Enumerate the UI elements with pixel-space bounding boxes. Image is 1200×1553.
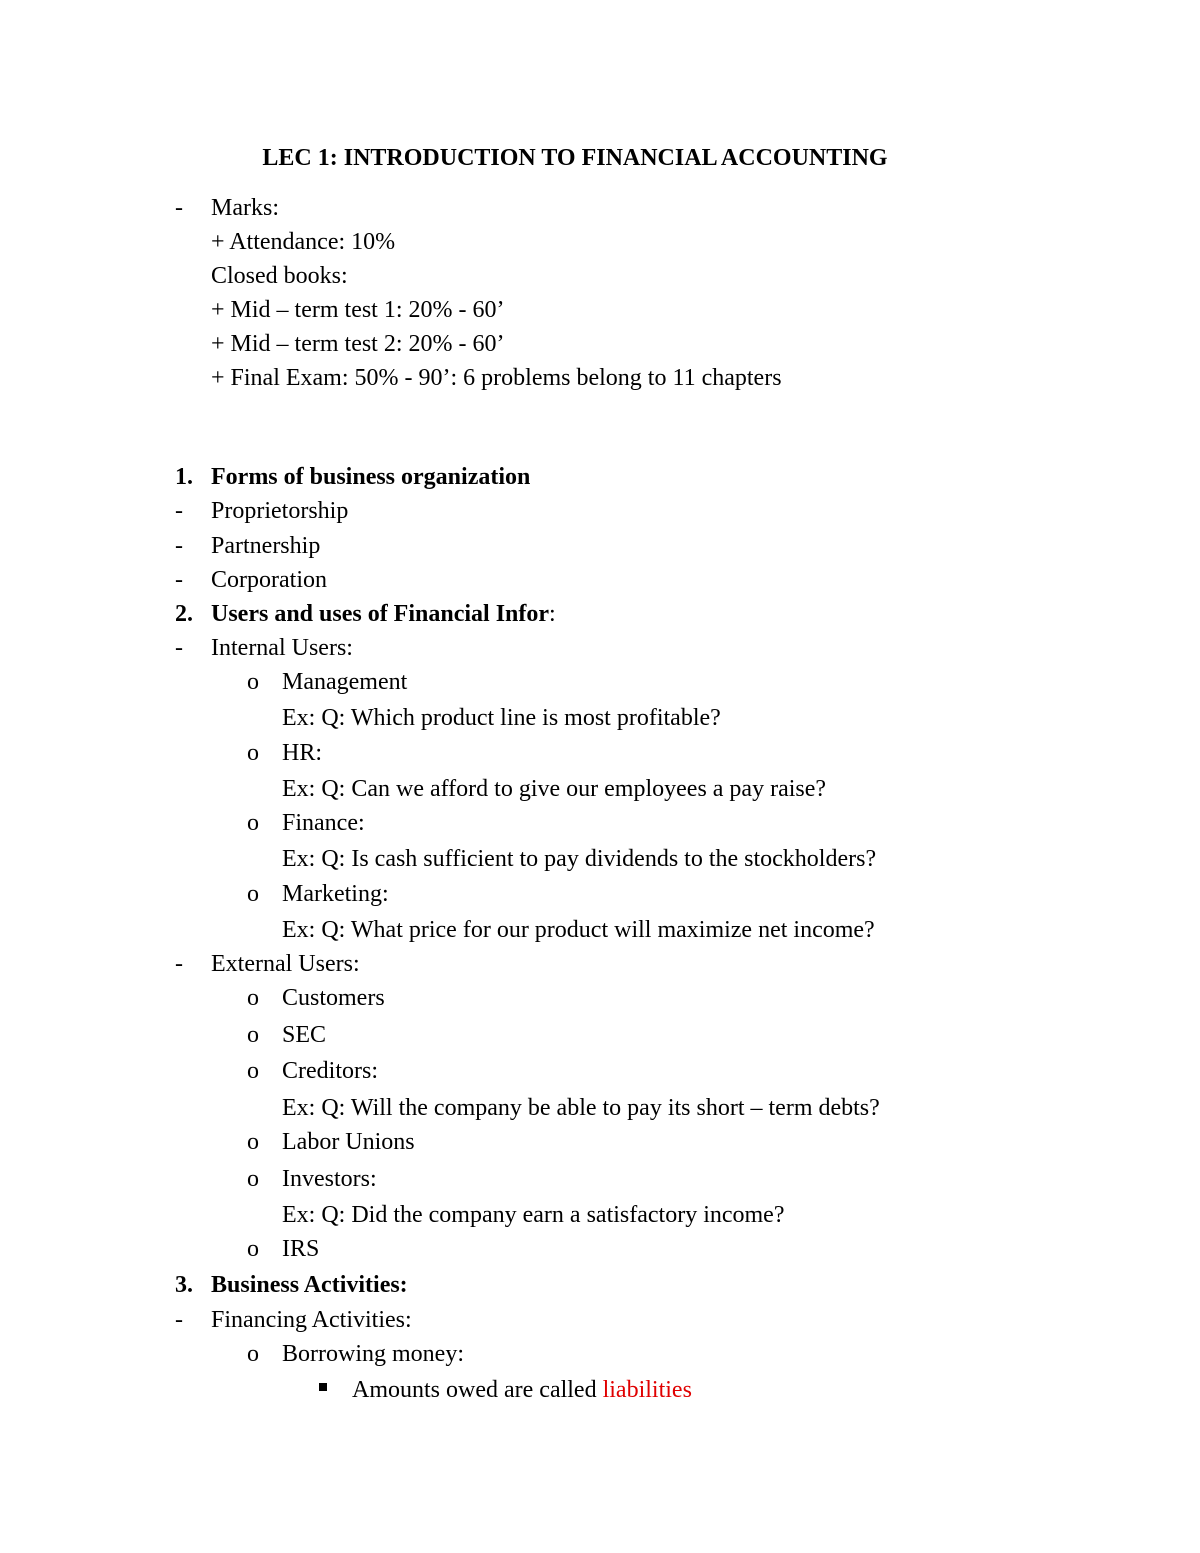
square-bullet-icon bbox=[319, 1383, 327, 1391]
section-number: 1. bbox=[175, 464, 193, 490]
marks-heading: Marks: bbox=[211, 195, 279, 221]
circle-bullet: o bbox=[247, 740, 259, 766]
list-item: SEC bbox=[282, 1022, 327, 1048]
liabilities-term: liabilities bbox=[602, 1377, 692, 1403]
circle-bullet: o bbox=[247, 669, 259, 695]
internal-users-label: Internal Users: bbox=[211, 635, 353, 661]
circle-bullet: o bbox=[247, 1236, 259, 1262]
example-question: Ex: Q: Can we afford to give our employees a pay raise? bbox=[282, 776, 827, 802]
example-question: Ex: Q: Will the company be able to pay its short – term debts? bbox=[282, 1095, 880, 1121]
final-exam-line: + Final Exam: 50% - 90’: 6 problems belong to 11 chapters bbox=[211, 365, 782, 391]
example-question: Ex: Q: What price for our product will maximize net income? bbox=[282, 917, 875, 943]
dash-marker: - bbox=[175, 498, 183, 524]
section2-heading-suffix: : bbox=[549, 601, 556, 627]
dash-marker: - bbox=[175, 567, 183, 593]
section2-heading bbox=[211, 599, 556, 629]
list-item: Investors: bbox=[282, 1166, 377, 1192]
circle-bullet: o bbox=[247, 985, 259, 1011]
section-number: 3. bbox=[175, 1272, 193, 1298]
list-item: Finance: bbox=[282, 810, 365, 836]
circle-bullet: o bbox=[247, 1166, 259, 1192]
liabilities-line bbox=[352, 1375, 692, 1405]
list-item: Customers bbox=[282, 985, 385, 1011]
dash-marker: - bbox=[175, 951, 183, 977]
list-item: Creditors: bbox=[282, 1058, 378, 1084]
closed-books-line: Closed books: bbox=[211, 263, 348, 289]
section-number: 2. bbox=[175, 601, 193, 627]
dash-marker: - bbox=[175, 533, 183, 559]
example-question: Ex: Q: Which product line is most profitable? bbox=[282, 705, 721, 731]
list-item: Partnership bbox=[211, 533, 321, 559]
liabilities-prefix: Amounts owed are called bbox=[352, 1377, 603, 1403]
section2-heading-text: Users and uses of Financial Infor bbox=[211, 601, 550, 627]
page-title: LEC 1: INTRODUCTION TO FINANCIAL ACCOUNTING bbox=[262, 145, 888, 171]
circle-bullet: o bbox=[247, 881, 259, 907]
financing-activities-label: Financing Activities: bbox=[211, 1307, 412, 1333]
dash-marker: - bbox=[175, 635, 183, 661]
circle-bullet: o bbox=[247, 1058, 259, 1084]
section3-heading: Business Activities: bbox=[211, 1272, 408, 1298]
list-item: Proprietorship bbox=[211, 498, 349, 524]
circle-bullet: o bbox=[247, 1022, 259, 1048]
midterm2-line: + Mid – term test 2: 20% - 60’ bbox=[211, 331, 505, 357]
dash-marker: - bbox=[175, 1307, 183, 1333]
list-item: Management bbox=[282, 669, 408, 695]
section1-heading: Forms of business organization bbox=[211, 464, 531, 490]
dash-marker: - bbox=[175, 195, 183, 221]
list-item: IRS bbox=[282, 1236, 320, 1262]
example-question: Ex: Q: Did the company earn a satisfactory income? bbox=[282, 1202, 785, 1228]
list-item: HR: bbox=[282, 740, 323, 766]
circle-bullet: o bbox=[247, 1129, 259, 1155]
midterm1-line: + Mid – term test 1: 20% - 60’ bbox=[211, 297, 505, 323]
external-users-label: External Users: bbox=[211, 951, 360, 977]
list-item: Borrowing money: bbox=[282, 1341, 464, 1367]
list-item: Corporation bbox=[211, 567, 327, 593]
circle-bullet: o bbox=[247, 1341, 259, 1367]
list-item: Marketing: bbox=[282, 881, 389, 907]
circle-bullet: o bbox=[247, 810, 259, 836]
list-item: Labor Unions bbox=[282, 1129, 415, 1155]
example-question: Ex: Q: Is cash sufficient to pay dividends to the stockholders? bbox=[282, 846, 877, 872]
attendance-line: + Attendance: 10% bbox=[211, 229, 396, 255]
